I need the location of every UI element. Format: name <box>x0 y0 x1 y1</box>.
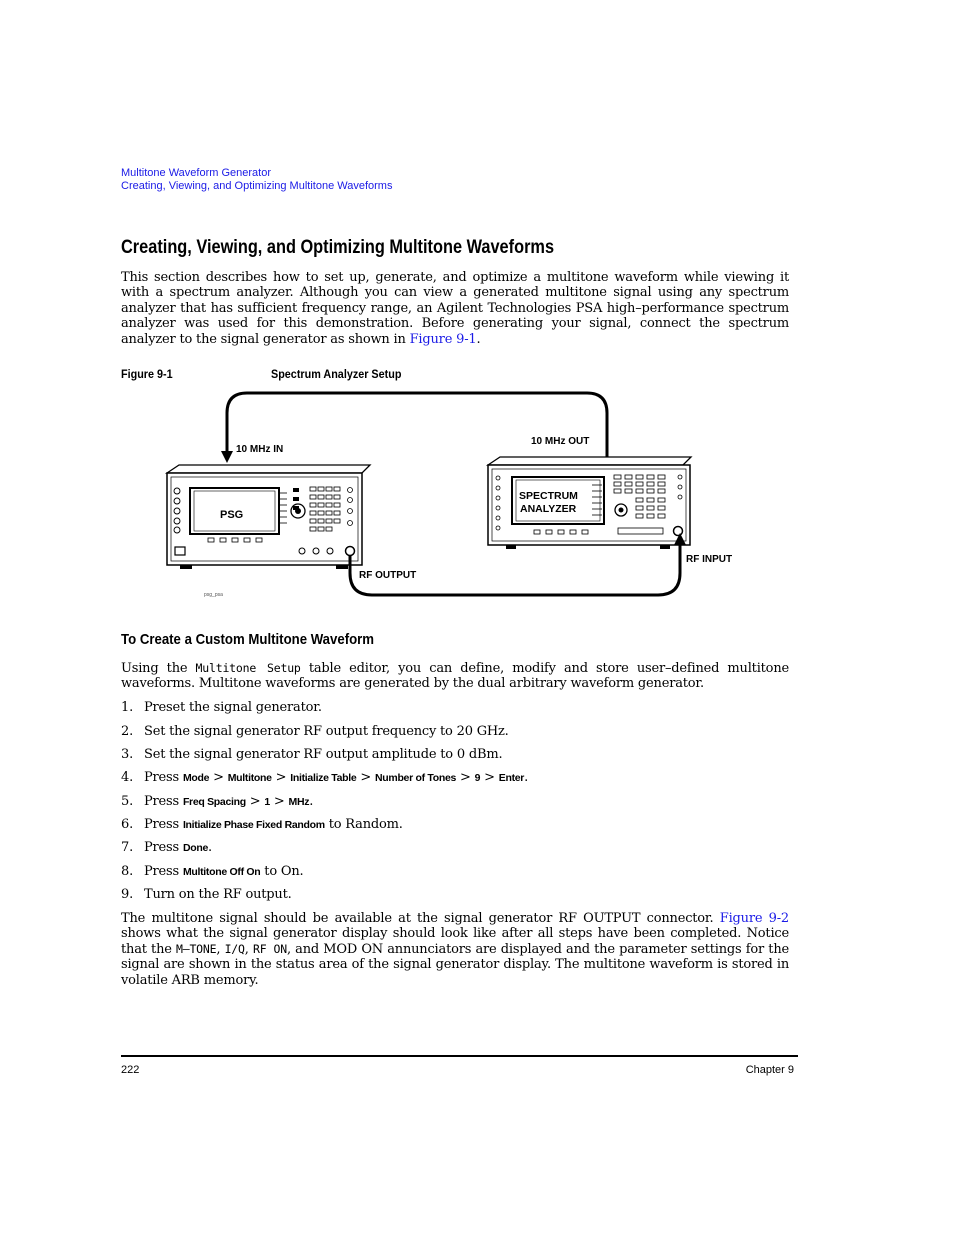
step-6: 6. Press Initialize Phase Fixed Random to Random. <box>121 817 403 832</box>
step-9: 9. Turn on the RF output. <box>121 887 292 902</box>
spectrum-analyzer-setup-diagram <box>160 385 750 605</box>
rf-output-label: RF OUTPUT <box>359 570 417 581</box>
annunciator-iq: I/Q <box>224 941 245 956</box>
annunciator-mtone: M–TONE <box>176 941 217 956</box>
key-done: Done <box>182 842 208 854</box>
step-8: 8. Press Multitone Off On to On. <box>121 864 304 879</box>
figure-label: Figure 9-1 <box>121 367 173 381</box>
key-initialize-phase: Initialize Phase Fixed Random <box>182 819 325 831</box>
art-id: psg_psa <box>204 592 223 598</box>
key-enter: Enter <box>498 772 525 784</box>
breadcrumb-section[interactable]: Creating, Viewing, and Optimizing Multitone Waveforms <box>121 180 393 192</box>
intro-text: This section describes how to set up, generate, and optimize a multitone waveform while viewing it with a spectrum analyzer. Although you can view a generated multitone signal using any spectrum analyzer that has sufficient frequency range, an Agilent Technologies PSA high–performance spectrum analyzer was used for this demonstration. Before generating your signal, connect the spectrum analyzer to the signal generator as shown in <box>121 270 789 347</box>
key-number-of-tones: Number of Tones <box>375 772 457 784</box>
key-initialize-table: Initialize Table <box>290 772 357 784</box>
figure-9-1-link[interactable]: Figure 9-1 <box>409 331 477 347</box>
analyzer-label-line1: SPECTRUM <box>519 490 578 502</box>
key-9: 9 <box>474 772 481 784</box>
rf-input-label: RF INPUT <box>686 554 733 565</box>
subsection-title: To Create a Custom Multitone Waveform <box>121 631 375 648</box>
step-1: 1. Preset the signal generator. <box>121 700 322 715</box>
key-multitone: Multitone <box>227 772 272 784</box>
key-1: 1 <box>264 796 270 808</box>
step-5: 5. Press Freq Spacing > 1 > MHz. <box>121 794 314 809</box>
ref-out-label: 10 MHz OUT <box>531 436 590 447</box>
key-mode: Mode <box>182 772 210 784</box>
annunciator-rf-on: RF ON <box>252 941 287 956</box>
psg-label: PSG <box>220 509 244 521</box>
step-4: 4. Press Mode > Multitone > Initialize Table > Number of Tones > 9 > Enter. <box>121 770 529 785</box>
page-number: 222 <box>121 1064 140 1076</box>
step-7: 7. Press Done. <box>121 840 212 855</box>
section-title: Creating, Viewing, and Optimizing Multitone Waveforms <box>121 237 555 258</box>
sub-text-b: table editor, you can define, modify and store user–defined multitone waveforms. Multitone waveforms are generated by the dual arbitrary waveform generator. <box>121 661 789 692</box>
intro-paragraph <box>121 270 789 347</box>
psg-instrument <box>167 465 370 569</box>
breadcrumb-chapter[interactable]: Multitone Waveform Generator <box>121 167 271 179</box>
spectrum-analyzer-instrument <box>488 457 691 549</box>
analyzer-label-line2: ANALYZER <box>520 503 577 515</box>
key-freq-spacing: Freq Spacing <box>182 796 246 808</box>
sub-text-a: Using the <box>121 661 196 676</box>
subsection-paragraph <box>121 661 789 692</box>
reference-arrow-icon <box>221 451 233 463</box>
key-multitone-off-on: Multitone Off On <box>182 866 261 878</box>
intro-end: . <box>476 331 481 347</box>
figure-caption: Spectrum Analyzer Setup <box>271 367 402 381</box>
closing-paragraph: The multitone signal should be available at the signal generator RF OUTPUT connector. Figure 9-2 shows what the signal generator display should look like after all steps have been completed. Notice that the M–TONE, I/Q, RF ON, and MOD ON annunciators are displayed and the parameter settings for the signal are shown in the status area of the signal generator display. The multitone waveform is stored in volatile ARB memory. <box>121 911 789 988</box>
multitone-setup-term: Multitone Setup <box>195 661 301 675</box>
figure-9-2-link[interactable]: Figure 9-2 <box>719 911 789 926</box>
ref-in-label: 10 MHz IN <box>236 444 284 455</box>
step-2: 2. Set the signal generator RF output frequency to 20 GHz. <box>121 724 509 739</box>
step-3: 3. Set the signal generator RF output amplitude to 0 dBm. <box>121 747 503 762</box>
chapter-label: Chapter 9 <box>745 1064 794 1076</box>
footer-rule <box>121 1055 798 1057</box>
key-mhz: MHz <box>288 796 310 808</box>
reference-cable <box>227 393 607 460</box>
